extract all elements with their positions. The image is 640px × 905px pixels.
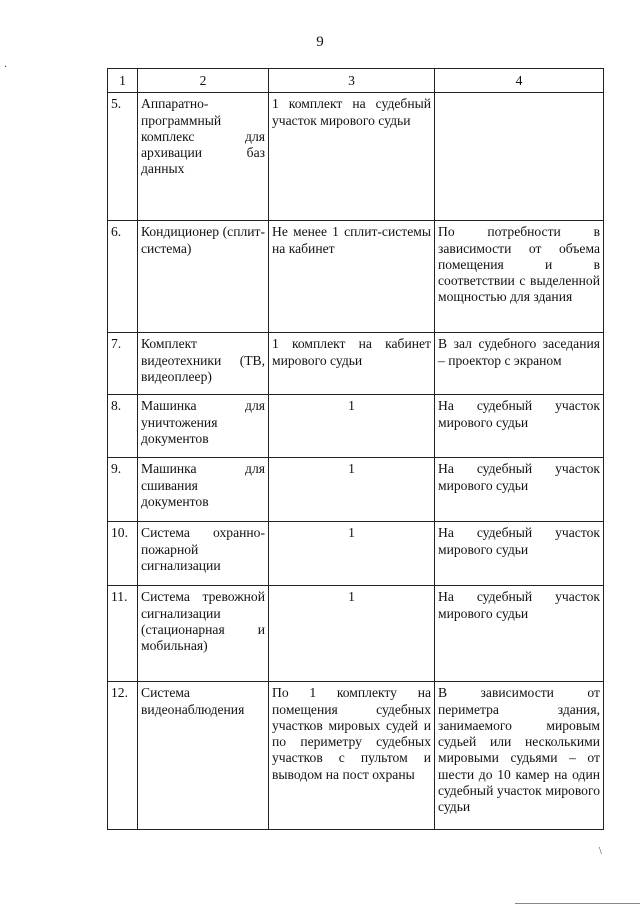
item-quantity: 1 [269,458,435,522]
item-note: По потребности в зависимости от объема помещения и в соответствии с выделенной мощностью для здания [435,221,604,333]
page-number: 9 [316,34,324,50]
column-header: 1 [108,69,138,93]
item-note: На судебный участок мирового судьи [435,522,604,586]
column-header: 2 [138,69,269,93]
row-number: 12. [108,682,138,830]
scan-speck: \ [599,846,602,857]
row-number: 11. [108,586,138,682]
equipment-table [107,68,604,830]
item-name: Машинка для уничтожения документов [138,395,269,458]
row-number: 5. [108,93,138,221]
item-name: Система видеонаблюдения [138,682,269,830]
item-note: В зал судебного заседания – проектор с экраном [435,333,604,395]
table-row [108,522,604,586]
item-name: Кондиционер (сплит-система) [138,221,269,333]
item-quantity: По 1 комплекту на помещения судебных участков мировых судей и по периметру судебных участков с пультом и выводом на пост охраны [269,682,435,830]
table-row [108,395,604,458]
item-note: В зависимости от периметра здания, занимаемого мировым судьей или несколькими мировыми судьями – от шести до 10 камер на один судебный участок мирового судьи [435,682,604,830]
item-quantity: 1 комплект на судебный участок мирового судьи [269,93,435,221]
row-number: 8. [108,395,138,458]
item-note: На судебный участок мирового судьи [435,395,604,458]
scan-speck: · [4,62,8,73]
item-name: Аппаратно-программный комплекс для архивации баз данных [138,93,269,221]
row-number: 9. [108,458,138,522]
row-number: 10. [108,522,138,586]
item-name: Машинка для сшивания документов [138,458,269,522]
table-row [108,682,604,830]
item-note: На судебный участок мирового судьи [435,586,604,682]
header-row [108,69,604,93]
table-row [108,221,604,333]
item-name: Система тревожной сигнализации (стационарная и мобильная) [138,586,269,682]
item-note [435,93,604,221]
item-quantity: 1 [269,586,435,682]
item-note: На судебный участок мирового судьи [435,458,604,522]
row-number: 7. [108,333,138,395]
item-quantity: 1 [269,395,435,458]
item-name: Система охранно-пожарной сигнализации [138,522,269,586]
table-row [108,586,604,682]
item-quantity: 1 [269,522,435,586]
row-number: 6. [108,221,138,333]
item-quantity: 1 комплект на кабинет мирового судьи [269,333,435,395]
scan-edge-line [515,903,640,904]
table-row [108,458,604,522]
table-row [108,333,604,395]
column-header: 3 [269,69,435,93]
table-row [108,93,604,221]
column-header: 4 [435,69,604,93]
item-name: Комплект видеотехники (ТВ, видеоплеер) [138,333,269,395]
item-quantity: Не менее 1 сплит-системы на кабинет [269,221,435,333]
